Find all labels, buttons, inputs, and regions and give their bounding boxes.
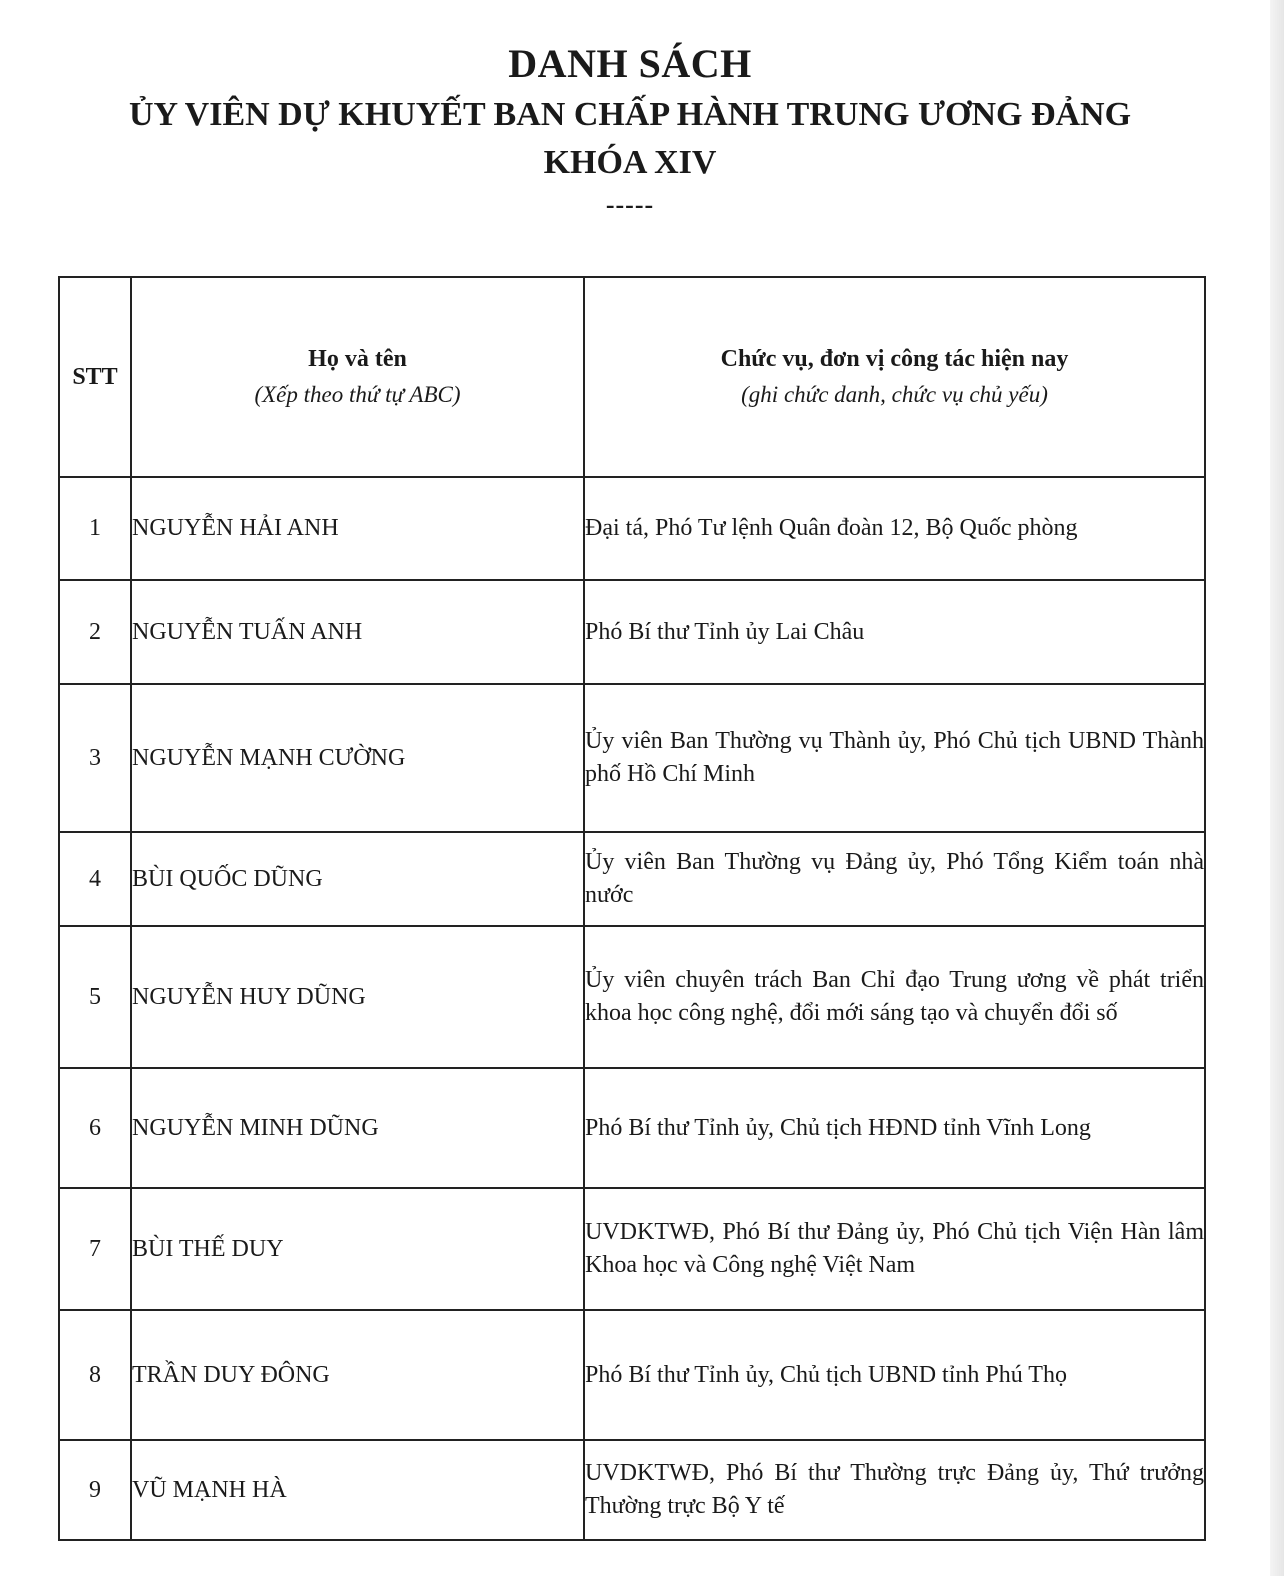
header-position [584,277,1205,477]
table-row [59,832,1205,926]
header-name [131,277,584,477]
document-term: KHÓA XIV [543,144,717,181]
row-stt: 6 [59,1068,131,1188]
table-header-row [59,277,1205,477]
row-position: UVDKTWĐ, Phó Bí thư Thường trực Đảng ủy, Thứ trưởng Thường trực Bộ Y tế [584,1440,1205,1540]
row-position: UVDKTWĐ, Phó Bí thư Đảng ủy, Phó Chủ tịch Viện Hàn lâm Khoa học và Công nghệ Việt Nam [584,1188,1205,1310]
row-position: Ủy viên Ban Thường vụ Thành ủy, Phó Chủ tịch UBND Thành phố Hồ Chí Minh [584,684,1205,832]
header-stt-label: STT [72,363,118,390]
row-name: TRẦN DUY ĐÔNG [131,1310,584,1440]
header-position-note: (ghi chức danh, chức vụ chủ yếu) [741,382,1048,407]
row-name: BÙI THẾ DUY [131,1188,584,1310]
row-position: Phó Bí thư Tỉnh ủy, Chủ tịch UBND tỉnh Phú Thọ [584,1310,1205,1440]
row-stt: 7 [59,1188,131,1310]
row-position: Phó Bí thư Tỉnh ủy, Chủ tịch HĐND tỉnh Vĩnh Long [584,1068,1205,1188]
row-stt: 5 [59,926,131,1068]
table-row [59,926,1205,1068]
candidate-table [58,276,1206,1541]
row-name: NGUYỄN HẢI ANH [131,477,584,580]
row-stt: 9 [59,1440,131,1540]
table-row [59,1310,1205,1440]
row-name: BÙI QUỐC DŨNG [131,832,584,926]
row-stt: 3 [59,684,131,832]
document-header [0,38,1260,218]
row-stt: 1 [59,477,131,580]
header-position-label: Chức vụ, đơn vị công tác hiện nay [720,346,1069,372]
row-name: NGUYỄN MẠNH CƯỜNG [131,684,584,832]
document-title: DANH SÁCH [508,41,752,86]
header-stt [59,277,131,477]
header-name-note: (Xếp theo thứ tự ABC) [254,382,461,407]
table-row [59,580,1205,684]
row-name: NGUYỄN MINH DŨNG [131,1068,584,1188]
row-position: Ủy viên Ban Thường vụ Đảng ủy, Phó Tổng Kiểm toán nhà nước [584,832,1205,926]
row-stt: 8 [59,1310,131,1440]
table-row [59,1188,1205,1310]
row-position: Phó Bí thư Tỉnh ủy Lai Châu [584,580,1205,684]
row-name: VŨ MẠNH HÀ [131,1440,584,1540]
table-row [59,1068,1205,1188]
row-name: NGUYỄN HUY DŨNG [131,926,584,1068]
document-subtitle: ỦY VIÊN DỰ KHUYẾT BAN CHẤP HÀNH TRUNG ƯƠNG ĐẢNG [128,96,1132,133]
row-name: NGUYỄN TUẤN ANH [131,580,584,684]
title-separator: ----- [605,190,655,219]
header-name-label: Họ và tên [308,346,407,372]
page-edge-shadow [1270,0,1284,1576]
table-row [59,1440,1205,1540]
row-position: Đại tá, Phó Tư lệnh Quân đoàn 12, Bộ Quốc phòng [584,477,1205,580]
table-row [59,684,1205,832]
row-position: Ủy viên chuyên trách Ban Chỉ đạo Trung ương về phát triển khoa học công nghệ, đổi mới sáng tạo và chuyển đổi số [584,926,1205,1068]
row-stt: 4 [59,832,131,926]
table-row [59,477,1205,580]
row-stt: 2 [59,580,131,684]
